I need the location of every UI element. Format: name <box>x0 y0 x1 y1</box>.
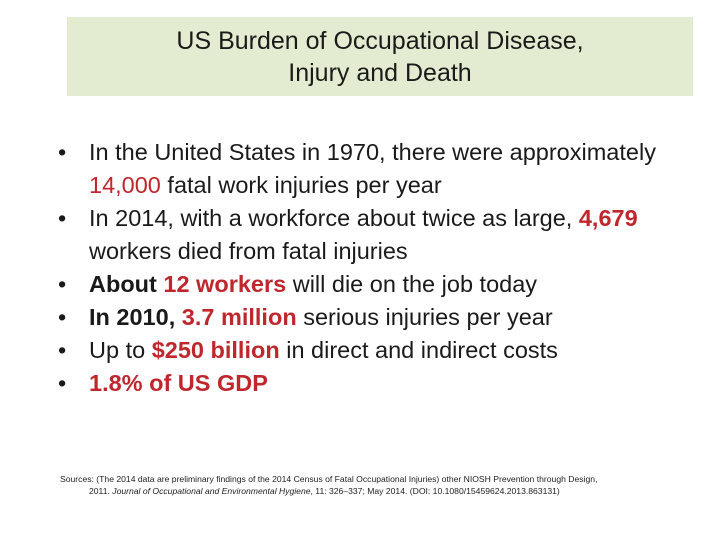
bullet-text: In 2014, with a workforce about twice as large, <box>89 205 579 231</box>
sources-journal: Journal of Occupational and Environmental Hygiene <box>112 486 311 496</box>
bullet-dot: • <box>58 139 67 165</box>
sources-footnote <box>60 473 700 497</box>
sources-line-2 <box>60 485 700 497</box>
bullet-list <box>58 136 708 400</box>
bullet-item <box>58 268 708 301</box>
bullet-item <box>58 202 708 268</box>
bullet-text: workers died from fatal injuries <box>89 238 408 264</box>
sources-line-1: Sources: (The 2014 data are preliminary findings of the 2014 Census of Fatal Occupational Injuries) other NIOSH Prevention through Design, <box>60 474 598 484</box>
bullet-text: In 2010, <box>89 304 182 330</box>
bullet-dot: • <box>58 304 67 330</box>
bullet-dot: • <box>58 370 67 396</box>
bullet-dot: • <box>58 337 67 363</box>
bullet-item <box>58 367 708 400</box>
bullet-item <box>58 334 708 367</box>
bullet-highlight: $250 billion <box>151 337 280 363</box>
bullet-highlight: 12 workers <box>163 271 287 297</box>
bullet-text: in direct and indirect costs <box>279 337 558 363</box>
bullet-highlight: 14,000 <box>89 172 161 198</box>
bullet-item <box>58 301 708 334</box>
bullet-text: fatal work injuries per year <box>160 172 442 198</box>
bullet-text: will die on the job today <box>286 271 538 297</box>
bullet-highlight: 1.8% of US GDP <box>89 370 268 396</box>
slide-title-line-2: Injury and Death <box>288 58 472 87</box>
bullet-highlight: 3.7 million <box>181 304 297 330</box>
bullet-text: In the United States in 1970, there were approximately <box>89 139 656 165</box>
sources-citation: , 11: 326–337; May 2014. (DOI: 10.1080/15459624.2013.863131) <box>310 486 560 496</box>
bullet-text: Up to <box>89 337 152 363</box>
bullet-highlight: 4,679 <box>578 205 638 231</box>
bullet-text: About <box>89 271 164 297</box>
bullet-dot: • <box>58 271 67 297</box>
bullet-text: serious injuries per year <box>296 304 553 330</box>
sources-year: 2011. <box>89 486 113 496</box>
title-box <box>67 17 693 96</box>
bullet-dot: • <box>58 205 67 231</box>
bullet-item <box>58 136 708 202</box>
slide-title-line-1: US Burden of Occupational Disease, <box>176 26 584 55</box>
